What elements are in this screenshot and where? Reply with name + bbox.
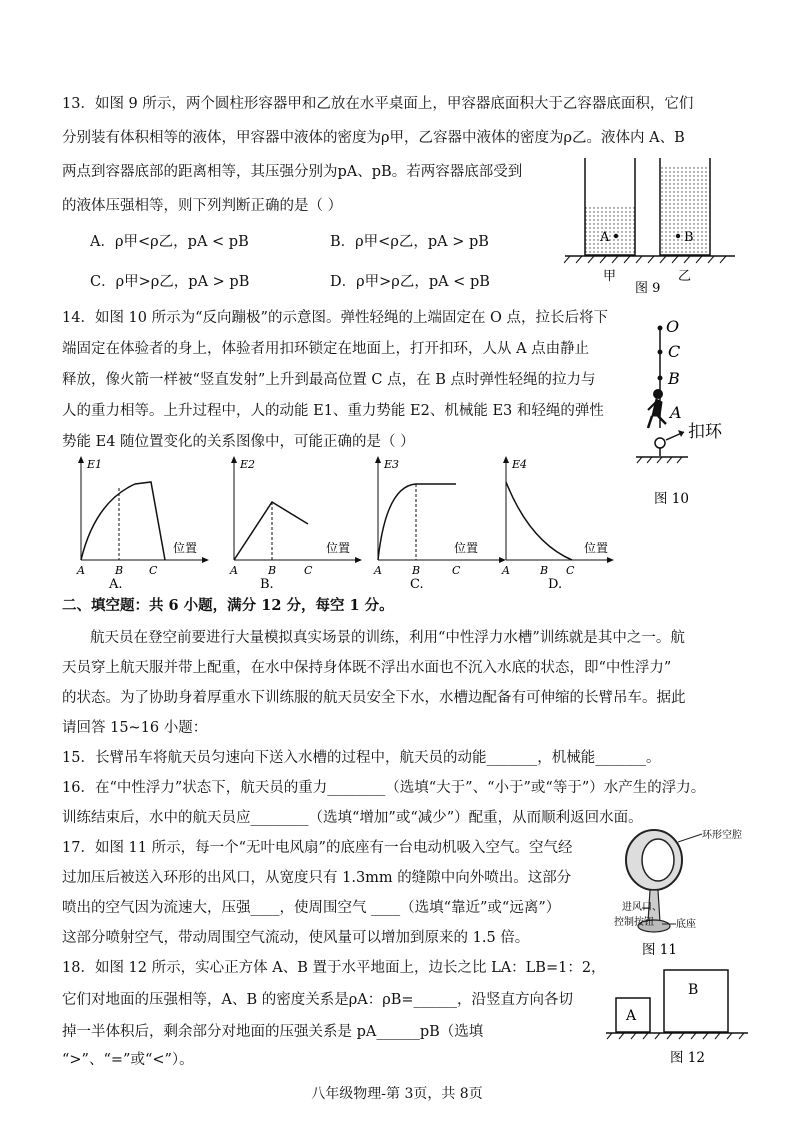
graph-d [490,452,640,592]
graph-d-letter: D. [548,577,563,592]
q16-line-2: 训练结束后，水中的航天员应________（选填“增加”或“减少”）配重，从而顺利返回水面。 [62,810,643,826]
graph-c-ylabel: E3 [384,458,400,471]
q14-line-2: 端固定在体验者的身上，体验者用扣环锁定在地面上，打开扣环，人从 A 点由静止 [62,341,590,357]
q18-line-4: “>”、“=”或“<”）。 [62,1052,194,1068]
graph-c-tick-c: C [452,564,461,577]
figure-10-caption: 图 10 [654,491,689,507]
figure-11-caption: 图 11 [642,942,677,958]
figure-9-caption: 图 9 [635,281,661,295]
graph-d-xlabel: 位置 [584,541,609,555]
point-a-label: A [670,403,682,422]
q17-line-2: 过加压后被送入环形的出风口，从宽度只有 1.3mm 的缝隙中向外喷出。这部分 [62,870,572,886]
q17-line-4: 这部分喷射空气，带动周围空气流动，使风量可以增加到原来的 1.5 倍。 [62,930,530,946]
q13-option-b: B．ρ甲<ρ乙，pA > pB [330,234,489,250]
buckle-label: 扣环 [688,422,722,442]
q14-line-1: 14．如图 10 所示为“反向蹦极”的示意图。弹性轻绳的上端固定在 O 点，拉长后将下 [62,310,609,326]
q13-option-d: D．ρ甲>ρ乙，pA < pB [330,274,490,290]
graph-a-ylabel: E1 [87,458,103,471]
graph-b-letter: B. [260,577,274,592]
graph-b-tick-b: B [268,564,277,577]
graph-a-letter: A. [109,577,123,592]
cube-a-label: A [626,1008,637,1024]
q13-line-3: 两点到容器底部的距离相等，其压强分别为pA、pB。若两容器底部受到 [62,164,523,180]
graph-c-letter: C. [410,577,424,592]
section-2-title: 二、填空题：共 6 小题，满分 12 分，每空 1 分。 [62,597,394,614]
graph-a-tick-b: B [115,564,124,577]
q14-line-3: 释放，像火箭一样被“竖直发射”上升到最高位置 C 点，在 B 点时弹性轻绳的拉力与 [62,372,596,388]
figure-10-bungee [628,310,748,510]
section-2-intro-2: 天员穿上航天服并带上配重，在水中保持身体既不浮出水面也不沉入水底的状态，即“中性浮力” [62,660,672,676]
container-yi-label: 乙 [678,269,692,284]
graph-c-xlabel: 位置 [454,541,479,555]
q18-line-2: 它们对地面的压强相等，A、B 的密度关系是ρA：ρB=______，沿竖直方向各切 [62,992,574,1008]
point-b-label: B [684,230,694,245]
graph-d-ylabel: E4 [512,458,528,471]
q15-text: 15．长臂吊车将航天员匀速向下送入水槽的过程中，航天员的动能_______，机械能_______。 [62,750,661,766]
figure-12-caption: 图 12 [670,1050,705,1066]
figure-9-containers [560,150,740,295]
graph-b-xlabel: 位置 [326,541,351,555]
inlet-label-1: 进风口、 [622,902,662,913]
graph-b-tick-a: A [230,564,238,577]
q14-line-5: 势能 E4 随位置变化的关系图像中，可能正确的是（ ） [62,434,415,450]
graph-b [218,452,368,592]
page-footer: 八年级物理-第 3页，共 8页 [311,1086,483,1102]
point-o-label: O [666,317,680,336]
graph-d-tick-a: A [502,564,510,577]
graph-d-tick-c: C [566,564,575,577]
ring-label: 环形空腔 [702,830,742,841]
graph-c-tick-b: B [412,564,421,577]
graph-b-ylabel: E2 [240,458,256,471]
cube-b-label: B [688,982,699,998]
graph-a-tick-a: A [77,564,85,577]
q16-line-1: 16．在“中性浮力”状态下，航天员的重力________（选填“大于”、“小于”或“等于”）水产生的浮力。 [62,780,706,796]
q17-line-1: 17．如图 11 所示，每一个“无叶电风扇”的底座有一台电动机吸入空气。空气经 [62,840,573,856]
q13-line-4: 的液体压强相等，则下列判断正确的是（ ） [62,198,343,214]
q13-line-1: 13．如图 9 所示，两个圆柱形容器甲和乙放在水平桌面上，甲容器底面积大于乙容器底面积，它们 [62,96,694,112]
q17-line-3: 喷出的空气因为流速大，压强____，使周围空气 ____（选填“靠近”或“远离”） [62,900,561,916]
section-2-intro-3: 的状态。为了协助身着厚重水下训练服的航天员安全下水，水槽边配备有可伸缩的长臂吊车。据此 [62,690,686,706]
q14-line-4: 人的重力相等。上升过程中，人的动能 E1、重力势能 E2、机械能 E3 和轻绳的弹性 [62,403,604,419]
q13-line-2: 分别装有体积相等的液体，甲容器中液体的密度为ρ甲，乙容器中液体的密度为ρ乙。液体内 A、B [62,130,685,146]
point-b-label: B [668,369,680,388]
base-label: 底座 [676,919,696,930]
section-2-intro-4: 请回答 15~16 小题： [62,720,208,736]
graph-a [65,452,215,592]
q13-option-a: A．ρ甲<ρ乙，pA < pB [90,234,249,250]
graph-b-tick-c: C [304,564,313,577]
figure-11-bladeless-fan [604,826,754,962]
graph-d-tick-b: B [540,564,549,577]
figure-12-cubes [604,966,754,1070]
q18-line-1: 18．如图 12 所示，实心正方体 A、B 置于水平地面上，边长之比 LA：LB=1：2， [62,960,606,976]
graph-c-tick-a: A [374,564,382,577]
section-2-intro-1: 航天员在登空前要进行大量模拟真实场景的训练，利用“中性浮力水槽”训练就是其中之一。航 [90,630,685,646]
q13-option-c: C．ρ甲>ρ乙，pA > pB [90,274,250,290]
point-c-label: C [668,342,681,361]
q18-line-3: 掉一半体积后，剩余部分对地面的压强关系是 pA______pB（选填 [62,1024,484,1040]
graph-a-xlabel: 位置 [173,541,198,555]
inlet-label-2: 控制按钮 [614,917,654,928]
point-a-label: A [600,230,610,245]
graph-a-tick-c: C [149,564,158,577]
person-figure [648,390,666,429]
container-jia-label: 甲 [603,269,617,284]
